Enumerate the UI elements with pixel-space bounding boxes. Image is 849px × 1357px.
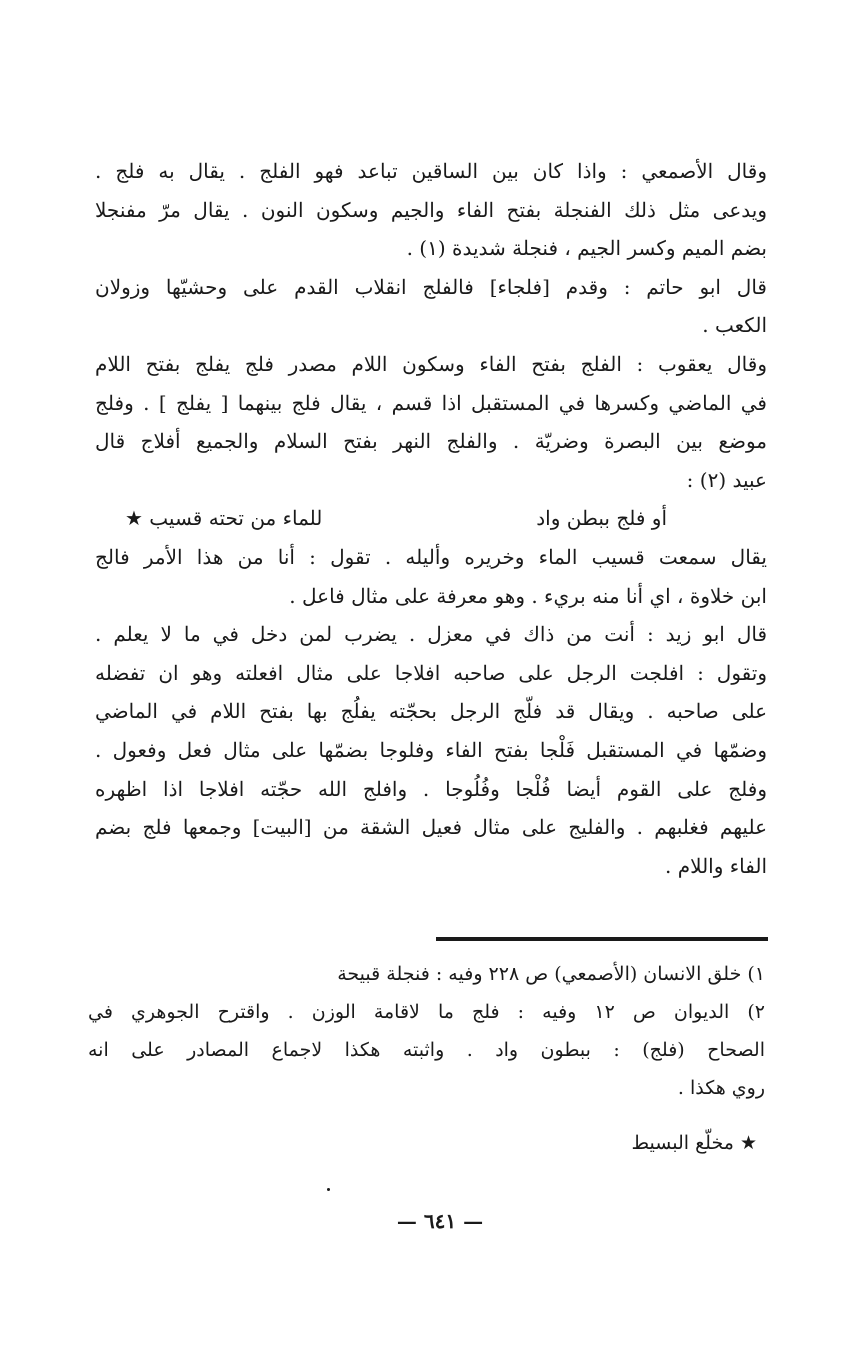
text-line: وقال يعقوب : الفلج بفتح الفاء وسكون اللام مصدر فلج يفلج بفتح اللام xyxy=(95,351,767,376)
text-line: وتقول : افلجت الرجل على صاحبه افلاجا على مثال افعلته وهو ان تفضله xyxy=(95,660,767,685)
text-line: موضع بين البصرة وضريّة . والفلج النهر بفتح السلام والجميع أفلاج قال xyxy=(95,429,767,454)
main-text xyxy=(95,152,767,885)
verse-first-hemistich: أو فلج ببطن واد xyxy=(536,506,667,531)
text-line: عليهم فغلبهم . والفليج على مثال فعيل الشقة من [البيت] وجمعها فلج بضم xyxy=(95,815,767,840)
poetry-verse xyxy=(95,499,767,538)
verse-second-hemistich: للماء من تحته قسيب ★ xyxy=(125,506,323,531)
text-line: عبيد (٢) : xyxy=(686,467,767,492)
text-line: وضمّها في المستقبل فَلْجا بفتح الفاء وفلوجا بضمّها على مثال فعل وفعول . xyxy=(95,737,767,762)
footnote-line: ١) خلق الانسان (الأصمعي) ص ٢٢٨ وفيه : فنجلة قبيحة xyxy=(337,963,765,985)
text-line: الكعب . xyxy=(702,313,767,338)
text-line: وفلج على القوم أيضا فُلْجا وفُلُوجا . وافلج الله حجّته افلاجا اذا اظهره xyxy=(95,776,767,801)
footnotes xyxy=(88,955,765,1107)
text-line: الفاء واللام . xyxy=(665,853,767,878)
footnote-line: روي هكذا . xyxy=(677,1077,765,1099)
text-line: قال ابو زيد : أنت من ذاك في معزل . يضرب لمن دخل في ما لا يعلم . xyxy=(95,622,767,647)
text-line: على صاحبه . ويقال قد فلّج الرجل بحجّته يفلُج بها بفتح اللام في الماضي xyxy=(95,699,767,724)
text-line: بضم الميم وكسر الجيم ، فنجلة شديدة (١) . xyxy=(406,236,767,261)
footnote-divider xyxy=(436,937,768,941)
text-line: في الماضي وكسرها في المستقبل اذا قسم ، يقال فلج بينهما [ يفلج ] . وفلج xyxy=(95,390,767,415)
text-line: ابن خلاوة ، اي أنا منه بريء . وهو معرفة على مثال فاعل . xyxy=(289,583,767,608)
footnote-line: الصحاح (فلج) : ببطون واد . واثبته هكذا لاجماع المصادر على انه xyxy=(88,1039,765,1061)
page-number: — ٦٤١ — xyxy=(396,1209,484,1233)
text-line: ويدعى مثل ذلك الفنجلة بفتح الفاء والجيم وسكون النون . يقال مرّ مفنجلا xyxy=(95,197,767,222)
footnote-line: ٢) الديوان ص ١٢ وفيه : فلج ما لاقامة الوزن . واقترح الجوهري في xyxy=(88,1001,765,1023)
speck-mark xyxy=(327,1188,330,1191)
meter-note: ★ مخلّع البسيط xyxy=(631,1132,757,1154)
text-line: وقال الأصمعي : واذا كان بين الساقين تباعد فهو الفلج . يقال به فلج . xyxy=(95,159,767,183)
text-line: يقال سمعت قسيب الماء وخريره وأليله . تقول : أنا من هذا الأمر فالج xyxy=(95,544,767,569)
text-line: قال ابو حاتم : وقدم [فلجاء] فالفلج انقلاب القدم على وحشيّها وزولان xyxy=(95,274,767,299)
